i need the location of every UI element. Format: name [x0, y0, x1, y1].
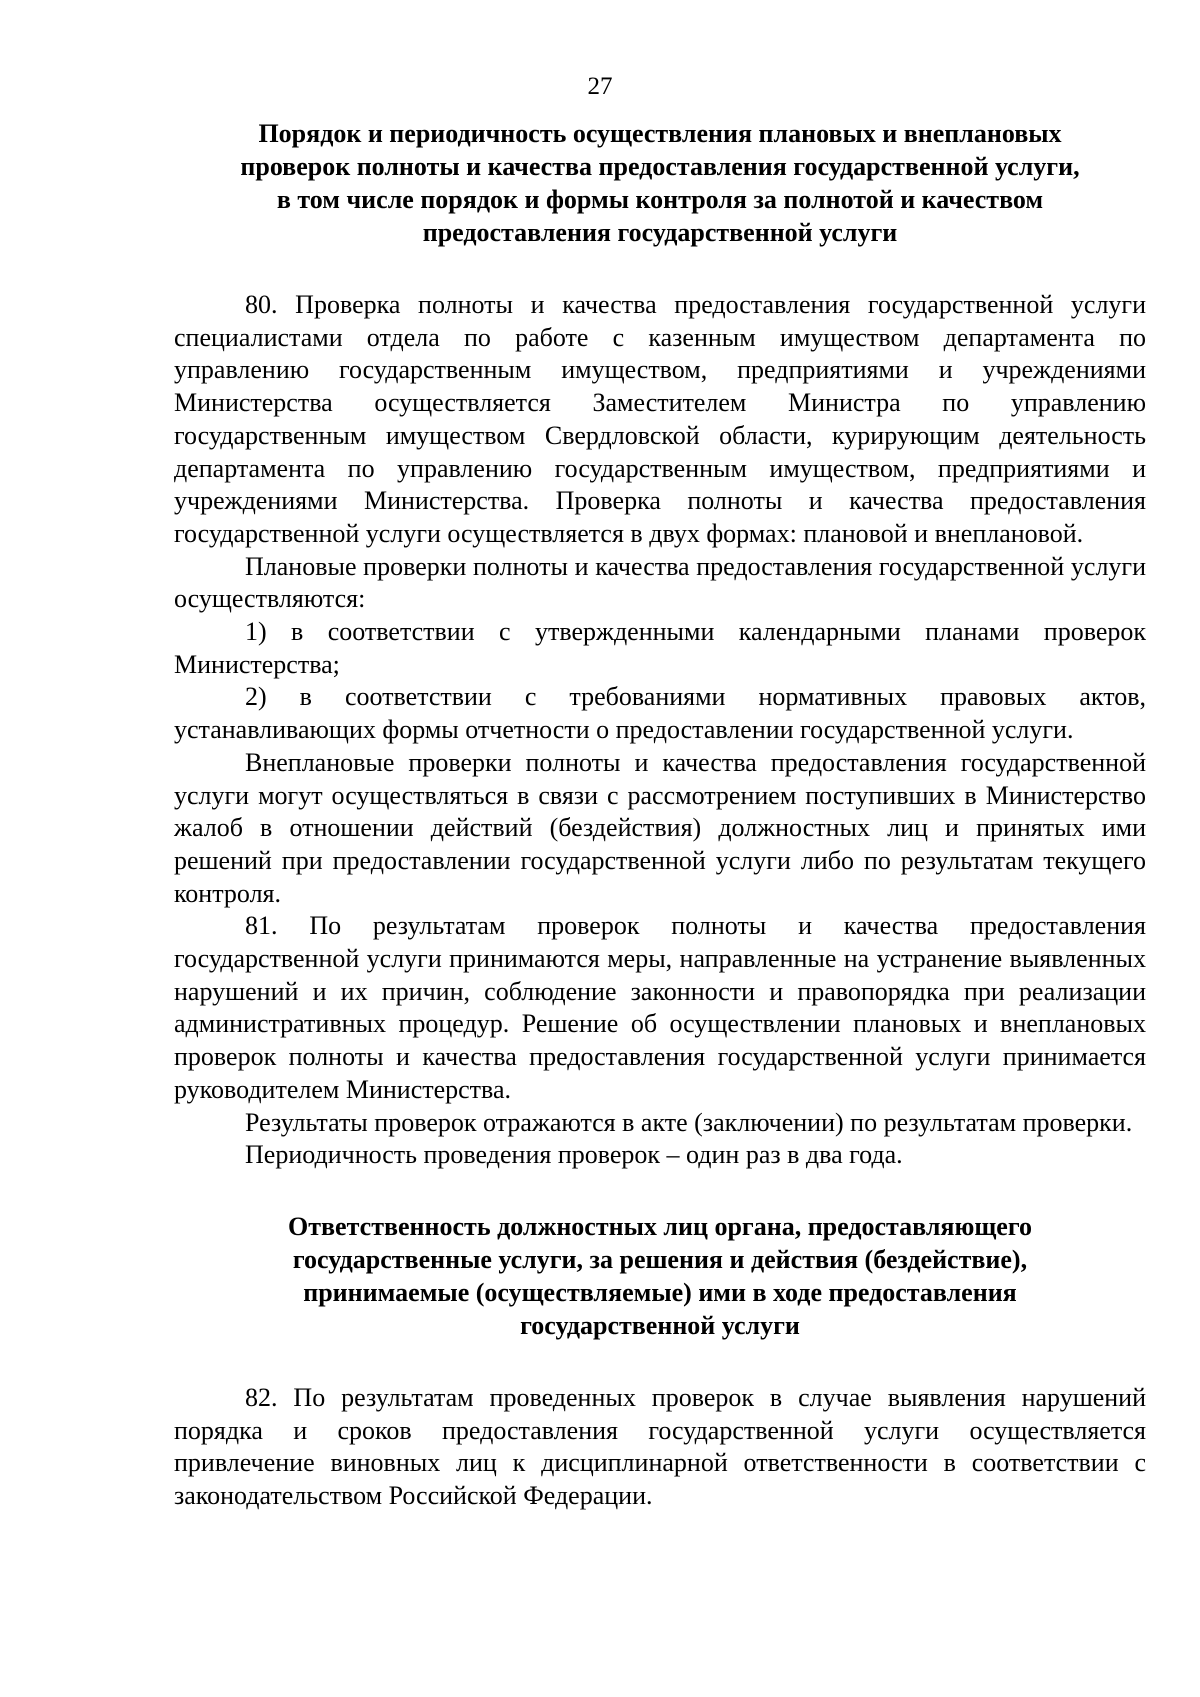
- paragraph-unplanned-inspections: Внеплановые проверки полноты и качества предоставления государственной услуги могут осуществляться в связи с рассмотрением поступивших в Министерство жалоб в отношении действий (бездействия) должностных лиц и принятых ими решений при предоставлении государственной услуги либо по результатам текущего контроля.: [174, 747, 1146, 908]
- heading-line: государственные услуги, за решения и действия (бездействие),: [292, 1244, 1028, 1274]
- section-heading-responsibility: [174, 1210, 1146, 1342]
- section-heading-inspections: [174, 117, 1146, 249]
- paragraph-80: 80. Проверка полноты и качества предоставления государственной услуги специалистами отдела по работе с казенным имуществом департамента по управлению государственным имуществом, предприятиями и учреждениями Министерства осуществляется Заместителем Министра по управлению государственным имуществом Свердловской области, курирующим деятельность департамента по управлению государственным имуществом, предприятиями и учреждениями Министерства. Проверка полноты и качества предоставления государственной услуги осуществляется в двух формах: плановой и внеплановой.: [174, 290, 1146, 548]
- spacer: [174, 1172, 1146, 1210]
- heading-line: принимаемые (осуществляемые) ими в ходе предоставления: [303, 1277, 1017, 1307]
- heading-line: проверок полноты и качества предоставления государственной услуги,: [240, 152, 1080, 181]
- page-number: 27: [587, 73, 613, 100]
- heading-line: предоставления государственной услуги: [422, 218, 898, 247]
- heading-line: Ответственность должностных лиц органа, предоставляющего: [288, 1211, 1032, 1241]
- spacer: [174, 249, 1146, 289]
- heading-line: Порядок и периодичность осуществления плановых и внеплановых: [258, 119, 1062, 148]
- list-item-2: 2) в соответствии с требованиями нормативных правовых актов, устанавливающих формы отчетности о предоставлении государственной услуги.: [174, 682, 1146, 745]
- heading-line: в том числе порядок и формы контроля за полнотой и качеством: [276, 185, 1044, 214]
- document-body: [174, 117, 1146, 1513]
- paragraph-planned-inspections: Плановые проверки полноты и качества предоставления государственной услуги осуществляются:: [174, 551, 1146, 614]
- paragraph-periodicity: Периодичность проведения проверок – один раз в два года.: [245, 1140, 903, 1170]
- paragraph-results: Результаты проверок отражаются в акте (заключении) по результатам проверки.: [245, 1107, 1133, 1137]
- list-item-1: 1) в соответствии с утвержденными календарными планами проверок Министерства;: [174, 617, 1146, 679]
- spacer: [174, 1342, 1146, 1382]
- paragraph-82: 82. По результатам проведенных проверок в случае выявления нарушений порядка и сроков предоставления государственной услуги осуществляется привлечение виновных лиц к дисциплинарной ответственности в соответствии с законодательством Российской Федерации.: [174, 1382, 1146, 1511]
- heading-line: государственной услуги: [520, 1310, 800, 1340]
- paragraph-81: 81. По результатам проверок полноты и качества предоставления государственной услуги принимаются меры, направленные на устранение выявленных нарушений и их причин, соблюдение законности и правопорядка при реализации административных процедур. Решение об осуществлении плановых и внеплановых проверок полноты и качества предоставления государственной услуги принимается руководителем Министерства.: [174, 911, 1146, 1104]
